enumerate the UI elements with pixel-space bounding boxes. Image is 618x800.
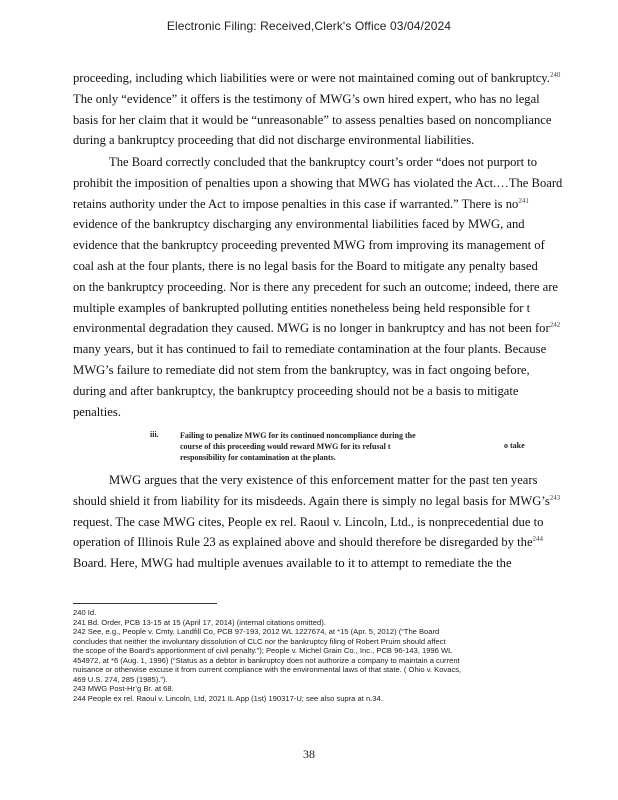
filing-header: Electronic Filing: Received,Clerk's Office 03/04/2024: [166, 19, 452, 33]
body-line: request. The case MWG cites, People ex rel. Raoul v. Lincoln, Ltd., is nonprecedential due to: [73, 514, 544, 529]
body-line: evidence of the bankruptcy discharging any environmental liabilities faced by MWG, and: [73, 217, 525, 232]
line-text: retains authority under the Act to impose penalties in this case if warranted.” There is no: [73, 196, 519, 211]
heading-line: Failing to penalize MWG for its continued noncompliance during the: [180, 431, 416, 440]
heading-line: course of this proceeding would reward MWG for its refusal t: [180, 442, 391, 451]
body-line: [73, 491, 589, 512]
body-line: MWG’s failure to remediate did not stem from the bankruptcy, was in fact ongoing before,: [73, 362, 530, 377]
footnote-line: 454972, at *6 (Aug. 1, 1996) (“Status as a debtor in bankruptcy does not authorize a company to maintain a current: [73, 655, 460, 665]
body-line: on the bankruptcy proceeding. Nor is there any precedent for such an outcome; indeed, there are: [73, 279, 559, 294]
heading-line-tail: o take: [504, 441, 525, 450]
body-line: evidence that the bankruptcy proceeding prevented MWG from improving its management of: [73, 238, 545, 253]
paragraph-3: [73, 470, 589, 574]
line-text: should shield it from liability for its misdeeds. Again there is simply no legal basis for MWG’s: [73, 493, 550, 508]
footnote-line: 243 MWG Post-Hr’g Br. at 68.: [73, 684, 174, 693]
footnote-line: nuisance or otherwise excuse it from current compliance with the environmental laws of that state. ( Ohio v. Kovacs,: [73, 665, 462, 674]
body-line: Board. Here, MWG had multiple avenues available to it to attempt to remediate the the: [73, 556, 512, 571]
footnote-line: 242 See, e.g., People v. Cmty. Landfill Co, PCB 97-193, 2012 WL 1227674, at *15 (Apr. 5, 2012) (“The Board: [73, 627, 440, 636]
footnote-separator: [73, 603, 217, 604]
section-title: [180, 430, 530, 463]
body-line: MWG argues that the very existence of this enforcement matter for the past ten years: [109, 473, 538, 487]
body-line: [73, 532, 589, 553]
footnote-ref-243[interactable]: 243: [549, 493, 561, 502]
paragraph-2: [73, 152, 589, 422]
body-line: multiple examples of bankrupted polluting entities nonetheless being held responsible for t: [73, 300, 531, 315]
footnote-ref-241[interactable]: 241: [518, 196, 529, 205]
line-text: environmental degradation they caused. MWG is no longer in bankruptcy and has not been for: [73, 321, 550, 336]
body-line: prohibit the imposition of penalties upon a showing that MWG has violated the Act.…The Board: [73, 175, 563, 190]
paragraph-1: [73, 68, 589, 151]
footnote-ref-242[interactable]: 242: [549, 321, 561, 330]
footnote-line: 469 U.S. 274, 285 (1985).”).: [73, 674, 168, 684]
footnote-line: 244 People ex rel. Raoul v. Lincoln, Ltd, 2021 IL App (1st) 190317-U; see also supra at n.34.: [73, 693, 383, 703]
body-line: penalties.: [73, 404, 121, 419]
footnote-ref-240[interactable]: 240: [549, 70, 561, 79]
footnotes: [73, 608, 553, 703]
body-line: basis for her claim that it would be “unreasonable” to assess penalties based on noncompliance: [73, 112, 552, 127]
body-line: many years, but it has continued to fail to remediate contamination at the four plants. Because: [73, 342, 547, 357]
page-number: 38: [303, 747, 315, 761]
body-line: coal ash at the four plants, there is no legal basis for the Board to mitigate any penalty based: [73, 258, 538, 273]
section-number: iii.: [150, 430, 159, 439]
body-line: during a bankruptcy proceeding that did not discharge environmental liabilities.: [73, 133, 475, 148]
line-text: proceeding, including which liabilities were or were not maintained coming out of bankruptcy.: [73, 71, 550, 85]
heading-line: responsibility for contamination at the plants.: [180, 453, 336, 462]
footnote-line: concludes that neither the involuntary dissolution of CLC nor the bankruptcy filing of Robert Pruim should affect: [73, 636, 446, 646]
body-line: [73, 68, 589, 89]
body-line: The Board correctly concluded that the bankruptcy court’s order “does not purport to: [109, 155, 538, 169]
footnote-line: the scope of the Board's apportionment of civil penalty.”); People v. Michel Grain Co., Inc., PCB 96-143, 1996 WL: [73, 646, 453, 655]
body-line: The only “evidence” it offers is the testimony of MWG’s own hired expert, who has no legal: [73, 91, 540, 106]
footnote-line: 241 Bd. Order, PCB 13-15 at 15 (April 17, 2014) (internal citations omitted).: [73, 617, 326, 627]
footnote-ref-244[interactable]: 244: [532, 535, 544, 544]
body-line: [73, 318, 589, 339]
body-line: [73, 194, 589, 215]
footnote-line: 240 Id.: [73, 608, 97, 617]
body-line: during and after bankruptcy, the bankruptcy proceeding should not be a basis to mitigate: [73, 383, 519, 398]
line-text: operation of Illinois Rule 23 as explained above and should therefore be disregarded by the: [73, 535, 533, 550]
